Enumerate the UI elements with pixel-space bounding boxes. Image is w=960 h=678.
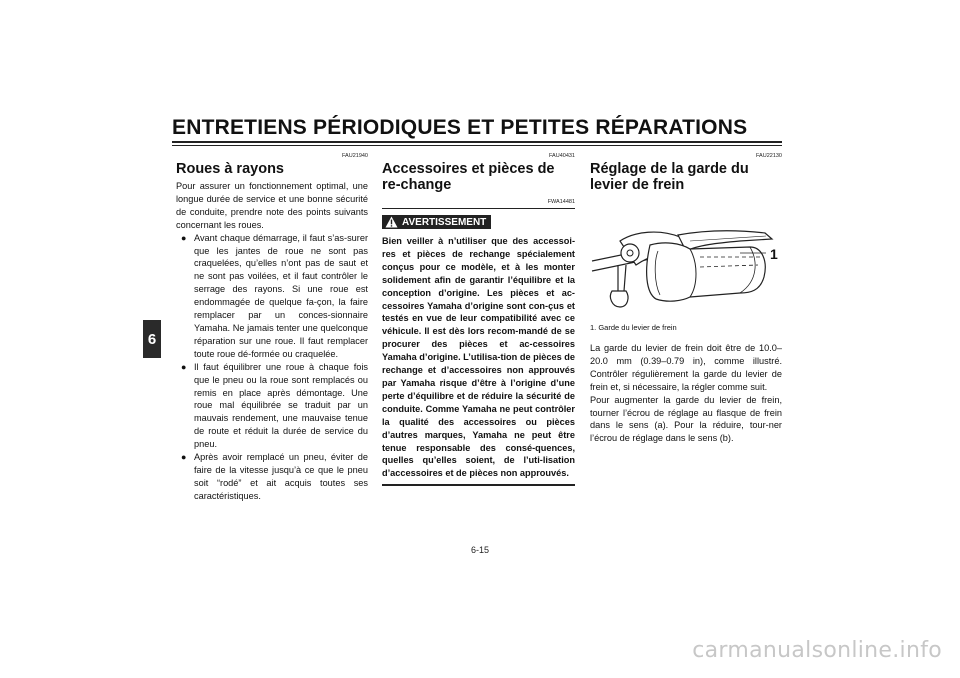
warning-code: FWA14481 <box>547 199 575 205</box>
warning-bottom-rule <box>382 484 575 486</box>
column-wheels <box>176 150 368 503</box>
column-accessories <box>382 150 575 486</box>
list-item-text: Il faut équilibrer une roue à chaque fois que le pneu ou la roue sont remplacés ou remis en place après démontage. Une roue mal équilibrée se traduit par un mauvais rendement, une mauvaise tenue de route et réduit la durée de service du pneu. <box>194 361 368 450</box>
page-title: ENTRETIENS PÉRIODIQUES ET PETITES RÉPARATIONS <box>172 116 748 139</box>
page-number: 6-15 <box>470 545 489 555</box>
warning-label <box>382 215 491 229</box>
brake-lever-figure <box>590 201 782 319</box>
figure-callout: 1 <box>770 246 778 262</box>
list-item <box>176 451 368 503</box>
brake-lever-illustration <box>590 201 782 319</box>
watermark: carmanualsonline.info <box>692 638 942 663</box>
warning-text: Bien veiller à n’utiliser que des accessoi-res et pièces de rechange spécialement conçus pour ce modèle, et à les monter solidement afin de garantir l’équilibre et la conception d’origine. Les pièces et ac-cessoires Yamaha d’origine sont con-çus et testés en vue de leur compatibilité avec ce véhicule. Il est dès lors recom-mandé de se procurer des pièces et ac-cessoires Yamaha d’origine. L’utilisa-tion de pièces de rechange et d’accessoires non approuvés par Yamaha risque d’être à l’origine d’une perte d’équilibre et de réduire la sécurité de conduite. Comme Yamaha ne peut contrôler la qualité des accessoires ou pièces d’autres marques, Yamaha ne peut être tenue responsable des consé-quences, quelles qu’elles soient, de l’uti-lisation d’accessoires et de pièces non approuvés. <box>382 236 575 479</box>
section-title: Réglage de la garde du levier de frein <box>590 161 749 193</box>
bullet-list <box>176 232 368 503</box>
section-title: Roues à rayons <box>176 161 284 177</box>
chapter-tab: 6 <box>143 320 161 358</box>
header-rule-thin <box>172 145 782 146</box>
section-intro: Pour assurer un fonctionnement optimal, une longue durée de service et une bonne sécurité de conduite, prendre note des points suivants concernant les roues. <box>176 181 368 230</box>
header-rule <box>172 141 782 143</box>
list-item <box>176 232 368 361</box>
section-body-2: Pour augmenter la garde du levier de frein, tourner l’écrou de réglage au flasque de frein dans le sens (a). Pour la réduire, tour-ner l’écrou de réglage dans le sens (b). <box>590 394 782 444</box>
bullet-dot-icon: ● <box>181 361 187 372</box>
list-item-text: Avant chaque démarrage, il faut s’as-surer que les jantes de roue ne sont pas craquelées, qu’elles n’ont pas de saut et ne sont pas voilées, et il faut contrôler le serrage des rayons. Si une roue est endommagée de quelque fa-çon, la faire remplacer par un conces-sionnaire Yamaha. Ne jamais tenter une quelconque réparation sur une roue. Il faut remplacer toute roue dé-formée ou craquelée. <box>194 232 368 359</box>
column-brake-lever <box>590 150 782 445</box>
figure-caption: 1. Garde du levier de frein <box>590 323 677 332</box>
section-code: FAU21940 <box>342 153 368 159</box>
section-body: La garde du levier de frein doit être de 10.0–20.0 mm (0.39–0.79 in), comme illustré. Contrôler régulièrement la garde du levier de frein et, si nécessaire, la régler comme suit. <box>590 343 782 392</box>
list-item-text: Après avoir remplacé un pneu, éviter de faire de la vitesse jusqu’à ce que le pneu soit “rodé” et ait acquis toutes ses caractéristiques. <box>194 452 368 501</box>
warning-label-text: AVERTISSEMENT <box>402 216 487 228</box>
list-item <box>176 361 368 451</box>
bullet-dot-icon: ● <box>181 452 187 463</box>
warning-triangle-icon <box>385 216 398 228</box>
section-title: Accessoires et pièces de re-change <box>382 161 555 193</box>
warning-top-rule <box>382 208 575 209</box>
bullet-dot-icon: ● <box>181 232 187 243</box>
section-code: FAU40431 <box>549 153 575 159</box>
section-code: FAU22130 <box>756 153 782 159</box>
